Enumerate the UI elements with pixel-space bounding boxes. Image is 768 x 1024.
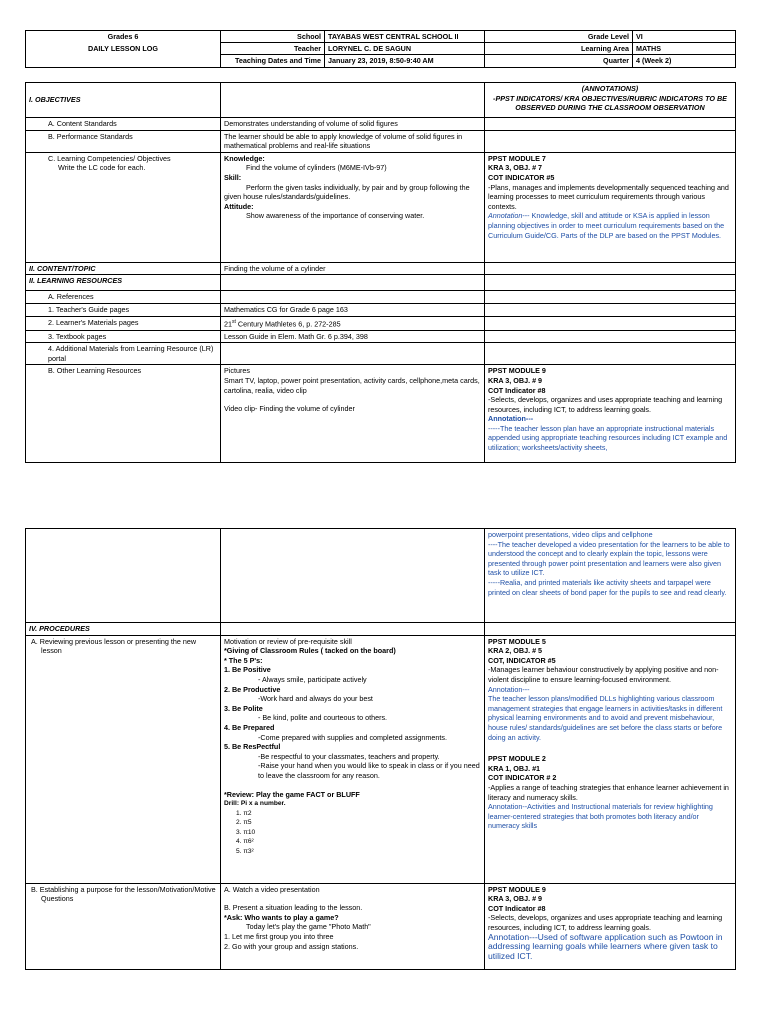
objectives-heading-blank bbox=[221, 83, 485, 118]
learners-materials-annotation bbox=[485, 316, 736, 330]
content-topic-value: Finding the volume of a cylinder bbox=[221, 262, 485, 275]
header-table bbox=[25, 30, 736, 68]
textbook-pages-annotation bbox=[485, 330, 736, 343]
content-topic-annotation bbox=[485, 262, 736, 275]
grade-level-value: VI bbox=[633, 31, 736, 43]
other-resources-label: B. Other Learning Resources bbox=[26, 365, 221, 463]
performance-standards-annotation bbox=[485, 130, 736, 152]
establishing-purpose-value: A. Watch a video presentation B. Present a situation leading to the lesson. *Ask: Who wants to play a game? Today let's play the game "Photo Math" 1. Let me first group you into three 2. Go with your group and assign stations. bbox=[221, 883, 485, 969]
content-standards-label: A. Content Standards bbox=[26, 118, 221, 131]
references-annotation bbox=[485, 291, 736, 304]
procedures-blank bbox=[221, 623, 485, 636]
establishing-purpose-label: B. Establishing a purpose for the lesson/Motivation/Motive Questions bbox=[26, 883, 221, 969]
learning-resources-blank bbox=[221, 275, 485, 291]
lesson-table-page-2 bbox=[25, 528, 736, 970]
school-label: School bbox=[221, 31, 325, 43]
dates-value: January 23, 2019, 8:50-9:40 AM bbox=[325, 55, 485, 67]
header-blank-cell bbox=[26, 55, 221, 67]
teachers-guide-value: Mathematics CG for Grade 6 page 163 bbox=[221, 303, 485, 316]
teacher-label: Teacher bbox=[221, 43, 325, 55]
additional-materials-label: 4. Additional Materials from Learning Resource (LR) portal bbox=[26, 343, 221, 365]
objectives-heading: I. OBJECTIVES bbox=[26, 83, 221, 118]
performance-standards-label: B. Performance Standards bbox=[26, 130, 221, 152]
performance-standards-value: The learner should be able to apply knowledge of volume of solid figures in mathematical problems and real-life situations bbox=[221, 130, 485, 152]
content-topic-heading: II. CONTENT/TOPIC bbox=[26, 262, 221, 275]
learners-materials-value: 21st Century Mathletes 6, p. 272-285 bbox=[221, 316, 485, 330]
learning-resources-annotation bbox=[485, 275, 736, 291]
content-standards-annotation bbox=[485, 118, 736, 131]
content-standards-value: Demonstrates understanding of volume of solid figures bbox=[221, 118, 485, 131]
learning-resources-heading: II. LEARNING RESOURCES bbox=[26, 275, 221, 291]
learning-area-label: Learning Area bbox=[485, 43, 633, 55]
teachers-guide-label: 1. Teacher's Guide pages bbox=[26, 303, 221, 316]
learning-competencies-label: C. Learning Competencies/ Objectives Write the LC code for each. bbox=[26, 152, 221, 262]
continued-blank-left bbox=[26, 529, 221, 623]
other-resources-value: Pictures Smart TV, laptop, power point presentation, activity cards, cellphone,meta cards, cartolina, realia, video clip Video clip- Finding the volume of cylinder bbox=[221, 365, 485, 463]
teacher-value: LORYNEL C. DE SAGUN bbox=[325, 43, 485, 55]
learning-competencies-value: Knowledge: Find the volume of cylinders (M6ME-IVb-97) Skill: Perform the given tasks individually, by pair and by group following the given house rules/standards/guidelines. Attitude: Show awareness of the importance of conserving water. bbox=[221, 152, 485, 262]
references-label: A. References bbox=[26, 291, 221, 304]
reviewing-lesson-value: Motivation or review of pre-requisite skill *Giving of Classroom Rules ( tacked on the board) * The 5 P's: 1. Be Positive - Always smile, participate actively 2. Be Productive -Work hard and always do your best 3. Be Polite - Be kind, polite and courteous to others. 4. Be Prepared -Come prepared with supplies and completed assignments. 5. Be ResPectful -Be respectful to your classmates, teachers and property. -Raise your hand when you would like to speak in class or if you need to leave the classroom for any reason. *Review: Play the game FACT or BLUFF Drill: Pi x a number. 1. π2 2. π5 3. π10 4. π6² 5. π3² bbox=[221, 635, 485, 883]
learning-competencies-annotation: PPST MODULE 7 KRA 3, OBJ. # 7 COT INDICATOR #5 -Plans, manages and implements developmentally sequenced teaching and learning processes to meet curriculum requirements through various contexts. Annotation--- Knowledge, skill and attitude or KSA is applied in lesson planning objectives in order to meet curriculum requirements based on the Curriculum Guide/CG. Parts of the DLP are based on the PPST Modules. bbox=[485, 152, 736, 262]
establishing-purpose-annotation: PPST MODULE 9 KRA 3, OBJ. # 9 COT Indicator #8 -Selects, develops, organizes and uses appropriate teaching and learning resources, including ICT, to address learning goals. Annotation---Used of software application such as Powtoon in addressing learning goals while learners where given task to utilized ICT. bbox=[485, 883, 736, 969]
reviewing-lesson-label: A. Reviewing previous lesson or presenting the new lesson bbox=[26, 635, 221, 883]
lesson-table-page-1 bbox=[25, 82, 736, 463]
continued-blank-middle bbox=[221, 529, 485, 623]
other-resources-annotation: PPST MODULE 9 KRA 3, OBJ. # 9 COT Indicator #8 -Selects, develops, organizes and uses appropriate teaching and learning resources, including ICT, to address learning goals. Annotation--- -----The teacher lesson plan have an appropriate instructional materials appended using appropriate teaching resources including ICT example and utilization; worksheets/activity sheets, bbox=[485, 365, 736, 463]
teachers-guide-annotation bbox=[485, 303, 736, 316]
procedures-heading: IV. PROCEDURES bbox=[26, 623, 221, 636]
textbook-pages-value: Lesson Guide in Elem. Math Gr. 6 p.394, 398 bbox=[221, 330, 485, 343]
learners-materials-label: 2. Learner's Materials pages bbox=[26, 316, 221, 330]
references-blank bbox=[221, 291, 485, 304]
lesson-log-page-2 bbox=[0, 526, 768, 1024]
school-value: TAYABAS WEST CENTRAL SCHOOL II bbox=[325, 31, 485, 43]
textbook-pages-label: 3. Textbook pages bbox=[26, 330, 221, 343]
additional-materials-value bbox=[221, 343, 485, 365]
quarter-label: Quarter bbox=[485, 55, 633, 67]
learning-area-value: MATHS bbox=[633, 43, 736, 55]
grades-title: Grades 6 bbox=[26, 31, 221, 43]
lesson-log-page-1 bbox=[0, 0, 768, 474]
annotations-heading: (ANNOTATIONS) -PPST INDICATORS/ KRA OBJECTIVES/RUBRIC INDICATORS TO BE OBSERVED DURING THE CLASSROOM OBSERVATION bbox=[485, 83, 736, 118]
continued-annotation: powerpoint presentations, video clips and cellphone ----The teacher developed a video presentation for the learners to be able to understood the concept and to clearly explain the topic, lessons were presented through power point presentation and learners were also given task to utilize ICT. -----Realia, and printed materials like activity sheets and tarpapel were printed on clear sheets of bond paper for the pupils to see and read clearly. bbox=[485, 529, 736, 623]
procedures-annotation-blank bbox=[485, 623, 736, 636]
dates-label: Teaching Dates and Time bbox=[221, 55, 325, 67]
additional-materials-annotation bbox=[485, 343, 736, 365]
quarter-value: 4 (Week 2) bbox=[633, 55, 736, 67]
grade-level-label: Grade Level bbox=[485, 31, 633, 43]
daily-lesson-log-title: DAILY LESSON LOG bbox=[26, 43, 221, 55]
reviewing-lesson-annotation: PPST MODULE 5 KRA 2, OBJ. # 5 COT, INDICATOR #5 -Manages learner behaviour constructively by applying positive and non-violent discipline to ensure learning-focused environment. Annotation--- The teacher lesson plans/modified DLLs highlighting various classroom management strategies that engage learners in activities/tasks in different physical learning environments and to avoid and prevent misbehaviour, house rules/ standards/guidelines are set before the class starts or before doing an activity. PPST MODULE 2 KRA 1, OBJ. #1 COT INDICATOR # 2 -Applies a range of teaching strategies that enhance learner achievement in literacy and numeracy skills. Annotation--Activities and Instructional materials for review highlighting learner-centered strategies that both promotes both literacy and/or numeracy skills bbox=[485, 635, 736, 883]
